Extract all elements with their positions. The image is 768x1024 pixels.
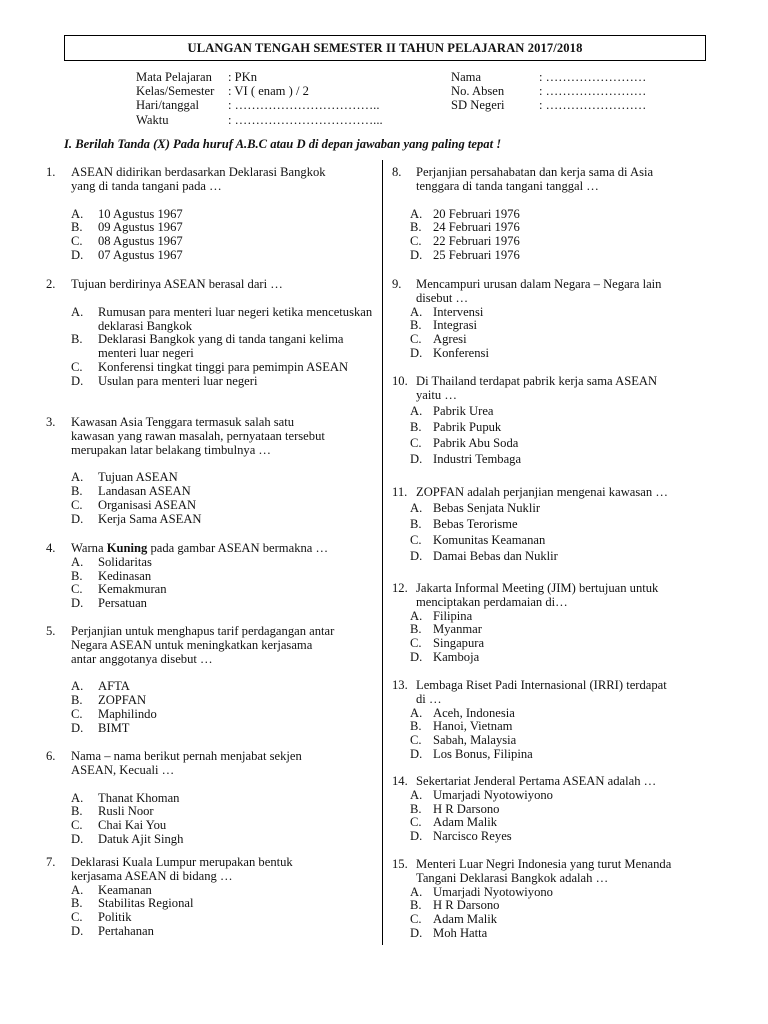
question-line: yaitu … — [416, 387, 457, 402]
option-letter: B. — [410, 801, 422, 816]
option-letter: B. — [71, 896, 83, 911]
option-text: Kamboja — [433, 649, 480, 664]
answer-option — [392, 830, 712, 844]
question-number: 14. — [392, 774, 408, 788]
option-letter: A. — [71, 304, 84, 319]
option-text: Rusli Noor — [98, 804, 154, 819]
answer-options — [46, 471, 376, 526]
question-line: kawasan yang rawan masalah, pernyataan tersebut — [71, 428, 325, 443]
option-letter: B. — [71, 332, 83, 347]
answer-options — [46, 208, 376, 263]
option-letter: A. — [71, 206, 84, 221]
option-letter: A. — [71, 554, 84, 569]
question-line: yang di tanda tangani pada … — [71, 178, 222, 193]
answer-option — [392, 403, 712, 419]
option-letter: D. — [71, 831, 84, 846]
option-text: Rumusan para menteri luar negeri ketika mencetuskan deklarasi Bangkok — [98, 304, 373, 333]
option-text: Agresi — [433, 332, 467, 347]
option-text: 10 Agustus 1967 — [98, 206, 183, 221]
question-stem — [392, 486, 712, 500]
question-line: merupakan latar belakang timbulnya … — [71, 442, 272, 457]
option-letter: C. — [410, 332, 422, 347]
option-text: Pabrik Urea — [433, 403, 494, 418]
question-number: 15. — [392, 857, 408, 871]
info-absen: No. Absen : …………………… — [451, 84, 647, 99]
question-stem — [46, 625, 376, 666]
question-stem — [392, 775, 712, 789]
question-number: 9. — [392, 277, 402, 291]
option-letter: C. — [71, 910, 83, 925]
question-text — [71, 542, 376, 556]
option-letter: A. — [410, 787, 423, 802]
option-text: Usulan para menteri luar negeri — [98, 373, 258, 388]
option-text: Solidaritas — [98, 554, 152, 569]
answer-option — [46, 925, 376, 939]
question-text — [71, 856, 376, 884]
answer-option — [46, 499, 376, 513]
question-5 — [46, 625, 376, 736]
answer-option — [392, 816, 712, 830]
question-line: antar anggotanya disebut … — [71, 651, 213, 666]
option-letter: B. — [71, 484, 83, 499]
question-10 — [392, 375, 712, 467]
question-12 — [392, 582, 712, 665]
question-6 — [46, 750, 376, 847]
question-stem — [392, 166, 712, 194]
question-9 — [392, 278, 712, 361]
option-letter: C. — [71, 706, 83, 721]
option-text: 20 Februari 1976 — [433, 206, 520, 221]
option-letter: D. — [71, 923, 84, 938]
question-stem — [46, 542, 376, 556]
question-number: 13. — [392, 678, 408, 692]
exam-title-box — [64, 35, 706, 61]
question-stem — [46, 166, 376, 194]
question-1 — [46, 166, 376, 263]
option-letter: B. — [410, 419, 422, 434]
answer-option — [392, 720, 712, 734]
option-letter: A. — [410, 705, 423, 720]
question-text — [416, 278, 712, 306]
answer-option — [46, 708, 376, 722]
question-number: 4. — [46, 541, 56, 555]
answer-option — [392, 319, 712, 333]
answer-option — [46, 375, 376, 389]
option-text: Politik — [98, 910, 132, 925]
info-left — [136, 70, 383, 127]
option-letter: C. — [410, 912, 422, 927]
answer-options — [46, 792, 376, 847]
answer-option — [46, 235, 376, 249]
option-text: Kerja Sama ASEAN — [98, 511, 202, 526]
option-text: Bebas Senjata Nuklir — [433, 500, 541, 515]
option-text: 09 Agustus 1967 — [98, 220, 183, 235]
question-stem — [46, 416, 376, 457]
answer-option — [392, 347, 712, 361]
question-line: Negara ASEAN untuk meningkatkan kerjasama — [71, 637, 313, 652]
answer-option — [392, 500, 712, 516]
option-text: 22 Februari 1976 — [433, 234, 520, 249]
question-number: 6. — [46, 749, 56, 763]
question-number: 10. — [392, 374, 408, 388]
question-line: menciptakan perdamaian di… — [416, 594, 568, 609]
option-text: Moh Hatta — [433, 925, 488, 940]
question-number: 2. — [46, 277, 56, 291]
option-letter: C. — [71, 818, 83, 833]
info-subject: Mata Pelajaran : PKn — [136, 70, 258, 84]
question-3 — [46, 416, 376, 527]
info-time: Waktu : ……………………………... — [136, 112, 383, 127]
question-number: 7. — [46, 855, 56, 869]
question-number: 11. — [392, 485, 408, 499]
option-letter: A. — [71, 882, 84, 897]
question-text — [416, 582, 712, 610]
option-letter: B. — [410, 719, 422, 734]
option-text: 07 Agustus 1967 — [98, 247, 183, 262]
option-text: Sabah, Malaysia — [433, 733, 517, 748]
question-stem — [392, 375, 712, 403]
answer-option — [46, 833, 376, 847]
option-letter: A. — [71, 679, 84, 694]
answer-options — [392, 306, 712, 361]
option-letter: A. — [410, 500, 423, 515]
answer-options — [392, 886, 712, 941]
option-text: Adam Malik — [433, 815, 498, 830]
option-text: Pabrik Pupuk — [433, 419, 502, 434]
info-name: Nama : …………………… — [451, 70, 647, 84]
option-text: Narcisco Reyes — [433, 829, 512, 844]
question-line: ZOPFAN adalah perjanjian mengenai kawasan … — [416, 485, 668, 499]
answer-option — [46, 361, 376, 375]
option-text: Chai Kai You — [98, 818, 167, 833]
option-letter: B. — [71, 804, 83, 819]
option-text: Intervensi — [433, 304, 484, 319]
question-line: Deklarasi Kuala Lumpur merupakan bentuk — [71, 855, 293, 869]
option-letter: D. — [71, 373, 84, 388]
option-text: Landasan ASEAN — [98, 484, 191, 499]
column-divider — [382, 160, 383, 945]
option-text: Myanmar — [433, 622, 482, 637]
option-text: Stabilitas Regional — [98, 896, 194, 911]
question-text — [71, 750, 376, 778]
question-stem — [46, 856, 376, 884]
option-text: Keamanan — [98, 882, 152, 897]
question-stem — [392, 582, 712, 610]
answer-options — [392, 403, 712, 467]
answer-option — [392, 789, 712, 803]
question-line: Nama – nama berikut pernah menjabat sekjen — [71, 749, 302, 763]
option-text: Datuk Ajit Singh — [98, 831, 184, 846]
option-letter: D. — [410, 548, 423, 563]
question-keyword: Kuning — [106, 541, 148, 555]
option-text: Tujuan ASEAN — [98, 470, 178, 485]
question-text-pre: Warna — [71, 541, 107, 555]
option-letter: B. — [410, 220, 422, 235]
option-text: Maphilindo — [98, 706, 157, 721]
answer-option — [392, 532, 712, 548]
question-stem — [46, 750, 376, 778]
answer-option — [392, 548, 712, 564]
question-line: Di Thailand terdapat pabrik kerja sama ASEAN — [416, 374, 658, 388]
option-text: Bebas Terorisme — [433, 516, 518, 531]
answer-option — [392, 610, 712, 624]
answer-option — [392, 734, 712, 748]
option-text: Kedinasan — [98, 568, 152, 583]
question-text — [416, 486, 712, 500]
option-letter: C. — [71, 497, 83, 512]
option-text: Thanat Khoman — [98, 790, 180, 805]
question-7 — [46, 856, 376, 939]
option-letter: B. — [410, 318, 422, 333]
question-line: Sekertariat Jenderal Pertama ASEAN adalah … — [416, 774, 657, 788]
answer-option — [392, 333, 712, 347]
question-line: Mencampuri urusan dalam Negara – Negara lain — [416, 277, 662, 291]
answer-options — [46, 884, 376, 939]
question-line: di … — [416, 691, 442, 706]
option-letter: C. — [71, 234, 83, 249]
answer-option — [46, 513, 376, 527]
question-line: disebut … — [416, 290, 469, 305]
question-line: tenggara di tanda tangani tanggal … — [416, 178, 599, 193]
answer-option — [46, 249, 376, 263]
answer-option — [46, 911, 376, 925]
option-text: Deklarasi Bangkok yang di tanda tangani kelima menteri luar negeri — [98, 332, 344, 361]
question-14 — [392, 775, 712, 844]
question-text — [71, 416, 376, 457]
answer-options — [46, 680, 376, 735]
answer-options — [392, 208, 712, 263]
answer-option — [46, 583, 376, 597]
question-line: Tangani Deklarasi Bangkok adalah … — [416, 870, 609, 885]
question-2 — [46, 278, 376, 389]
option-letter: C. — [410, 532, 422, 547]
question-line: ASEAN didirikan berdasarkan Deklarasi Bangkok — [71, 165, 326, 179]
option-letter: C. — [410, 234, 422, 249]
question-text — [71, 625, 376, 666]
answer-option — [392, 637, 712, 651]
option-text: 24 Februari 1976 — [433, 220, 520, 235]
question-15 — [392, 858, 712, 941]
option-letter: C. — [410, 435, 422, 450]
option-text: Industri Tembaga — [433, 451, 522, 466]
answer-option — [46, 221, 376, 235]
question-number: 12. — [392, 581, 408, 595]
answer-option — [392, 886, 712, 900]
question-number: 8. — [392, 165, 402, 179]
instruction: I. Berilah Tanda (X) Pada huruf A.B.C atau D di depan jawaban yang paling tepat ! — [64, 137, 502, 151]
option-letter: A. — [71, 790, 84, 805]
answer-option — [46, 570, 376, 584]
answer-options — [46, 306, 376, 389]
option-letter: A. — [410, 206, 423, 221]
answer-option — [392, 451, 712, 467]
question-13 — [392, 679, 712, 762]
answer-option — [392, 927, 712, 941]
question-number: 5. — [46, 624, 56, 638]
option-letter: D. — [410, 345, 423, 360]
option-text: Umarjadi Nyotowiyono — [433, 884, 553, 899]
option-letter: D. — [71, 720, 84, 735]
answer-option — [46, 556, 376, 570]
question-stem — [392, 858, 712, 886]
question-line: ASEAN, Kecuali … — [71, 762, 175, 777]
question-text-post: pada gambar ASEAN bermakna … — [147, 541, 329, 555]
answer-option — [392, 707, 712, 721]
question-text — [71, 278, 376, 292]
exam-title: ULANGAN TENGAH SEMESTER II TAHUN PELAJARAN 2017/2018 — [187, 40, 583, 55]
option-letter: B. — [71, 568, 83, 583]
option-text: 08 Agustus 1967 — [98, 234, 183, 249]
answer-option — [392, 651, 712, 665]
answer-options — [392, 610, 712, 665]
option-text: Konferensi tingkat tinggi para pemimpin ASEAN — [98, 359, 349, 374]
option-text: H R Darsono — [433, 898, 500, 913]
answer-option — [46, 897, 376, 911]
question-stem — [46, 278, 376, 292]
question-line: Menteri Luar Negri Indonesia yang turut Menanda — [416, 857, 672, 871]
answer-option — [392, 235, 712, 249]
option-text: Kemakmuran — [98, 582, 167, 597]
option-letter: B. — [410, 622, 422, 637]
answer-option — [392, 249, 712, 263]
answer-option — [392, 221, 712, 235]
option-text: Adam Malik — [433, 912, 498, 927]
option-letter: D. — [410, 649, 423, 664]
question-line: Jakarta Informal Meeting (JIM) bertujuan untuk — [416, 581, 659, 595]
answer-options — [46, 556, 376, 611]
answer-option — [46, 208, 376, 222]
option-letter: B. — [410, 516, 422, 531]
answer-option — [392, 913, 712, 927]
answer-option — [392, 623, 712, 637]
answer-option — [392, 419, 712, 435]
option-text: Filipina — [433, 608, 473, 623]
option-letter: A. — [410, 884, 423, 899]
option-letter: D. — [71, 596, 84, 611]
question-text — [416, 375, 712, 403]
option-letter: D. — [410, 451, 423, 466]
answer-option — [392, 208, 712, 222]
option-text: Singapura — [433, 636, 485, 651]
option-text: H R Darsono — [433, 801, 500, 816]
question-text — [416, 858, 712, 886]
answer-option — [46, 306, 376, 334]
question-line: Perjanjian untuk menghapus tarif perdagangan antar — [71, 624, 335, 638]
question-8 — [392, 166, 712, 263]
answer-option — [46, 722, 376, 736]
option-text: Damai Bebas dan Nuklir — [433, 548, 558, 563]
option-letter: D. — [410, 829, 423, 844]
question-text — [71, 166, 376, 194]
option-letter: D. — [71, 511, 84, 526]
option-letter: B. — [71, 693, 83, 708]
option-letter: B. — [410, 898, 422, 913]
answer-option — [392, 899, 712, 913]
option-text: Integrasi — [433, 318, 478, 333]
option-letter: C. — [71, 582, 83, 597]
answer-option — [46, 805, 376, 819]
answer-option — [46, 694, 376, 708]
question-line: Tujuan berdirinya ASEAN berasal dari … — [71, 277, 283, 291]
option-text: Hanoi, Vietnam — [433, 719, 513, 734]
option-letter: C. — [410, 636, 422, 651]
option-letter: D. — [410, 746, 423, 761]
option-text: Pertahanan — [98, 923, 154, 938]
answer-option — [46, 485, 376, 499]
answer-option — [46, 792, 376, 806]
question-4 — [46, 542, 376, 611]
answer-option — [46, 819, 376, 833]
option-letter: C. — [71, 359, 83, 374]
option-text: Umarjadi Nyotowiyono — [433, 787, 553, 802]
question-line: kerjasama ASEAN di bidang … — [71, 868, 233, 883]
option-text: AFTA — [98, 679, 130, 694]
option-text: Aceh, Indonesia — [433, 705, 515, 720]
option-letter: A. — [71, 470, 84, 485]
option-text: Pabrik Abu Soda — [433, 435, 519, 450]
question-stem — [392, 679, 712, 707]
info-right — [451, 70, 646, 113]
option-letter: A. — [410, 403, 423, 418]
question-text — [416, 775, 712, 789]
answer-option — [392, 306, 712, 320]
answer-option — [392, 516, 712, 532]
option-letter: C. — [410, 815, 422, 830]
option-text: BIMT — [98, 720, 130, 735]
option-text: Komunitas Keamanan — [433, 532, 546, 547]
option-letter: D. — [71, 247, 84, 262]
answer-option — [46, 333, 376, 361]
option-letter: B. — [71, 220, 83, 235]
answer-option — [392, 435, 712, 451]
option-text: Persatuan — [98, 596, 147, 611]
answer-option — [46, 597, 376, 611]
question-line: Kawasan Asia Tenggara termasuk salah satu — [71, 415, 295, 429]
answer-options — [392, 789, 712, 844]
option-text: Los Bonus, Filipina — [433, 746, 533, 761]
option-text: ZOPFAN — [98, 693, 147, 708]
answer-options — [392, 500, 712, 564]
option-letter: D. — [410, 925, 423, 940]
option-text: 25 Februari 1976 — [433, 247, 520, 262]
info-date: Hari/tanggal : …………………………….. — [136, 98, 380, 113]
option-letter: C. — [410, 733, 422, 748]
question-11 — [392, 486, 712, 564]
option-letter: A. — [410, 608, 423, 623]
answer-option — [46, 884, 376, 898]
option-letter: A. — [410, 304, 423, 319]
option-text: Organisasi ASEAN — [98, 497, 197, 512]
info-school: SD Negeri : …………………… — [451, 98, 647, 113]
question-line: Perjanjian persahabatan dan kerja sama di Asia — [416, 165, 654, 179]
answer-option — [392, 748, 712, 762]
answer-option — [46, 471, 376, 485]
question-text — [416, 679, 712, 707]
question-text — [416, 166, 712, 194]
answer-option — [392, 803, 712, 817]
question-line: Lembaga Riset Padi Internasional (IRRI) terdapat — [416, 678, 667, 692]
info-class: Kelas/Semester : VI ( enam ) / 2 — [136, 84, 309, 99]
question-number: 1. — [46, 165, 56, 179]
answer-option — [46, 680, 376, 694]
question-stem — [392, 278, 712, 306]
answer-options — [392, 707, 712, 762]
option-letter: D. — [410, 247, 423, 262]
option-text: Konferensi — [433, 345, 489, 360]
question-number: 3. — [46, 415, 56, 429]
